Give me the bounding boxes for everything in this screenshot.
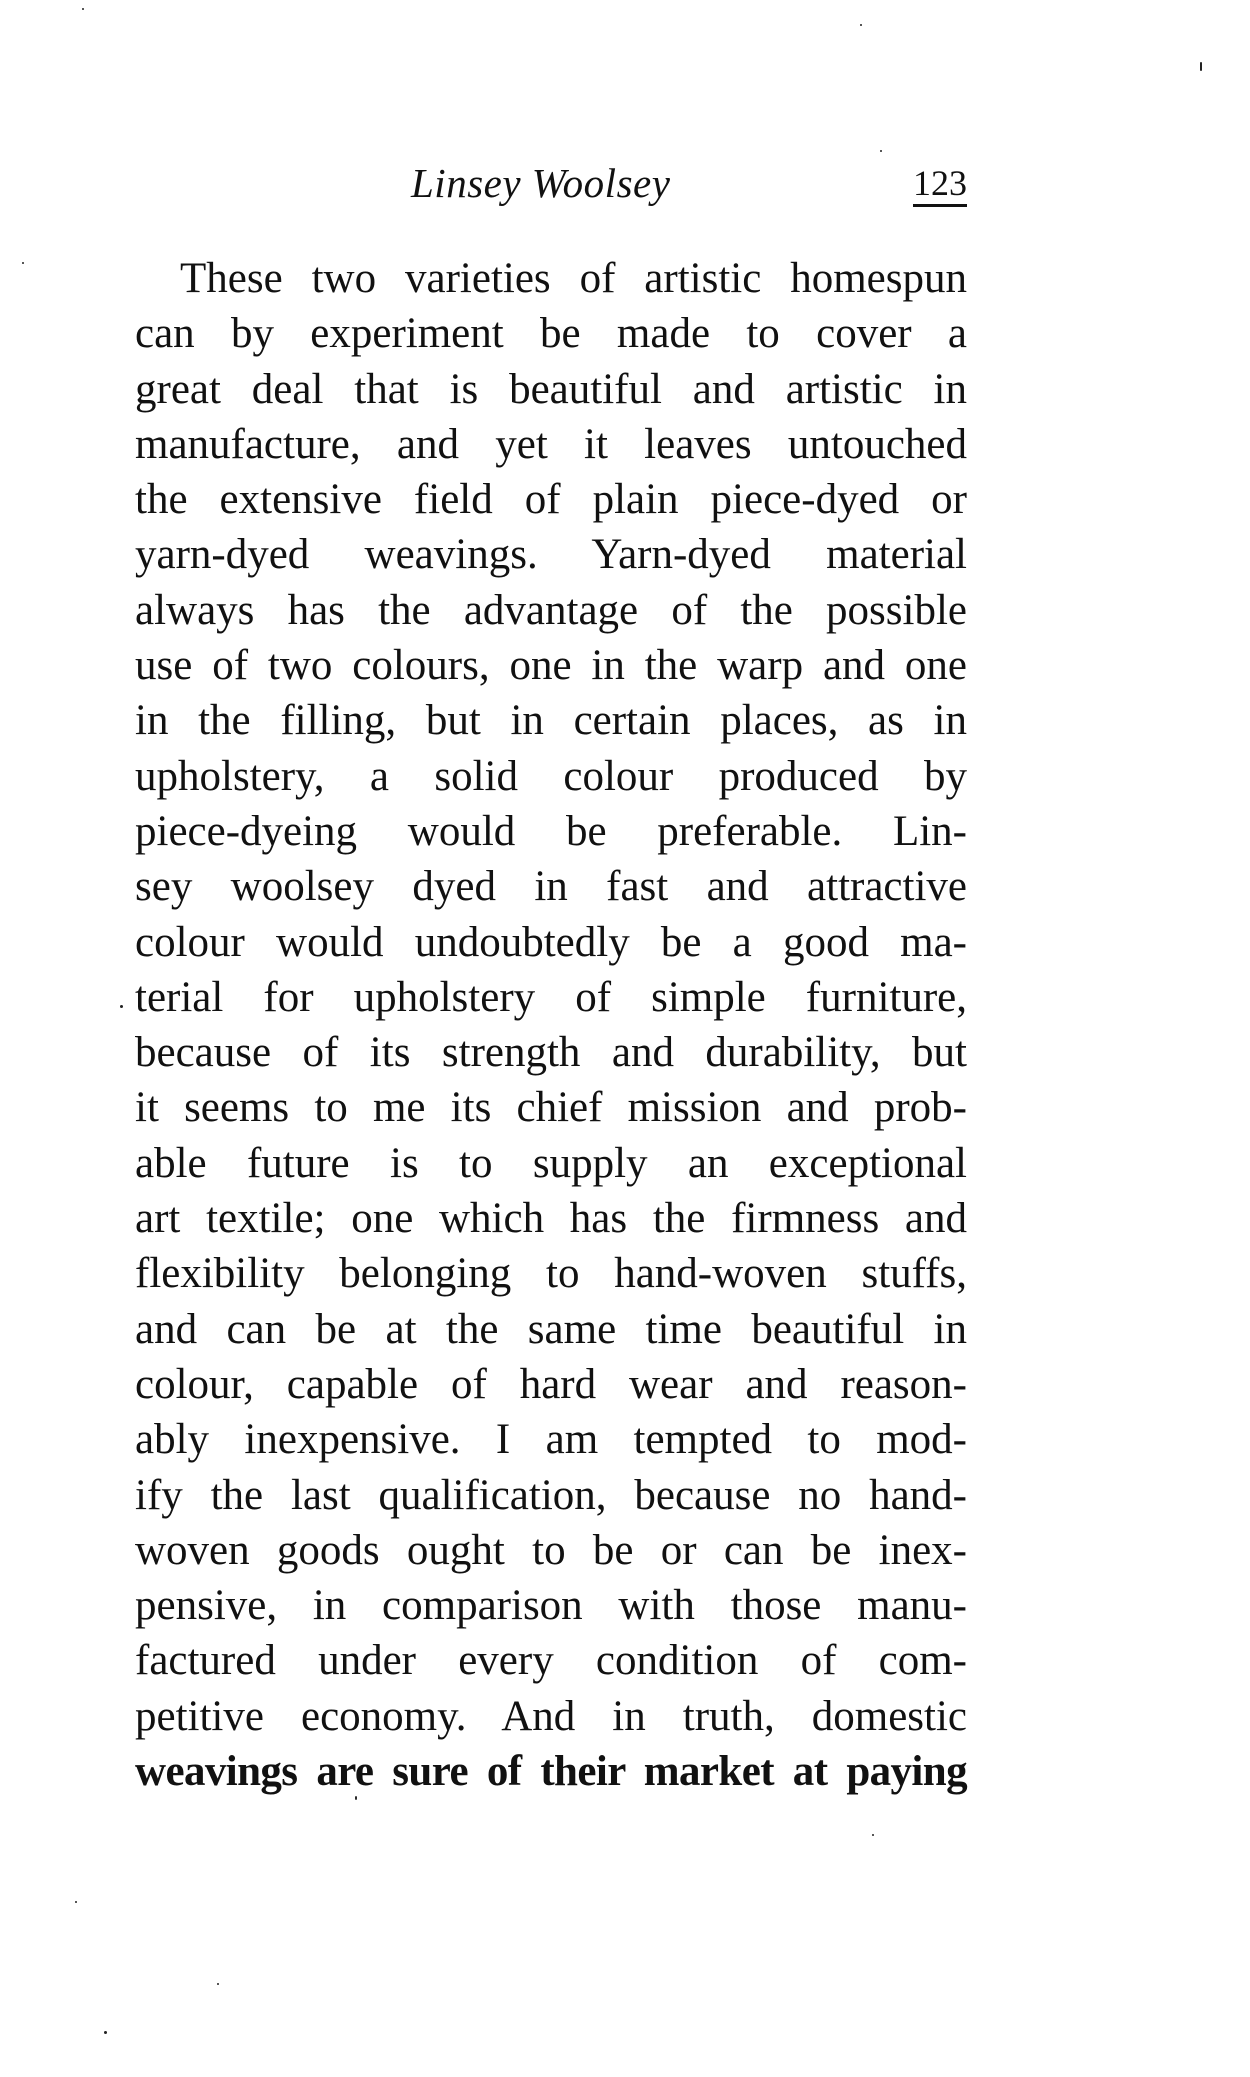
text-line: because of its strength and durability, but	[135, 1029, 967, 1077]
text-line: upholstery, a solid colour produced by	[135, 752, 967, 800]
text-line: colour, capable of hard wear and reason-	[135, 1360, 967, 1408]
text-line: and can be at the same time beautiful in	[135, 1305, 967, 1353]
text-line: it seems to me its chief mission and prob-	[135, 1084, 967, 1132]
scan-speck	[880, 150, 882, 152]
text-line: ably inexpensive. I am tempted to mod-	[135, 1416, 967, 1464]
scan-speck	[217, 1983, 219, 1985]
text-line: ify the last qualification, because no hand-	[135, 1471, 967, 1519]
scan-speck	[82, 8, 84, 10]
text-line: factured under every condition of com-	[135, 1637, 967, 1685]
running-title: Linsey Woolsey	[411, 160, 671, 206]
scan-speck	[120, 1005, 123, 1008]
text-line: piece-dyeing would be preferable. Lin-	[135, 807, 967, 855]
scan-speck	[355, 1796, 357, 1800]
text-line: yarn-dyed weavings. Yarn-dyed material	[135, 531, 967, 579]
text-line: can by experiment be made to cover a	[135, 310, 967, 358]
body-paragraph	[135, 251, 967, 1799]
text-line: woven goods ought to be or can be inex-	[135, 1526, 967, 1574]
text-line: use of two colours, one in the warp and one	[135, 642, 967, 690]
running-header	[135, 158, 967, 208]
text-line: These two varieties of artistic homespun	[180, 255, 967, 302]
text-line: sey woolsey dyed in fast and attractive	[135, 863, 967, 911]
text-line: colour would undoubtedly be a good ma-	[135, 918, 967, 966]
scan-speck	[872, 1834, 874, 1836]
text-line: terial for upholstery of simple furniture,	[135, 973, 967, 1021]
page-number: 123	[913, 158, 967, 207]
scan-speck	[1200, 62, 1202, 71]
text-line: weavings are sure of their market at paying	[135, 1748, 967, 1796]
text-line: in the filling, but in certain places, as in	[135, 697, 967, 745]
text-line: able future is to supply an exceptional	[135, 1139, 967, 1187]
text-line: flexibility belonging to hand-woven stuffs,	[135, 1250, 967, 1298]
text-line: art textile; one which has the firmness and	[135, 1195, 967, 1243]
text-line: petitive economy. And in truth, domestic	[135, 1692, 967, 1740]
scan-speck	[860, 24, 862, 26]
text-line: always has the advantage of the possible	[135, 586, 967, 634]
text-line: great deal that is beautiful and artistic in	[135, 365, 967, 413]
scan-speck	[75, 1901, 77, 1903]
text-line: the extensive field of plain piece-dyed or	[135, 476, 967, 524]
scan-speck	[22, 262, 24, 264]
text-line: manufacture, and yet it leaves untouched	[135, 420, 967, 468]
scan-speck	[104, 2031, 107, 2034]
text-line: pensive, in comparison with those manu-	[135, 1582, 967, 1630]
